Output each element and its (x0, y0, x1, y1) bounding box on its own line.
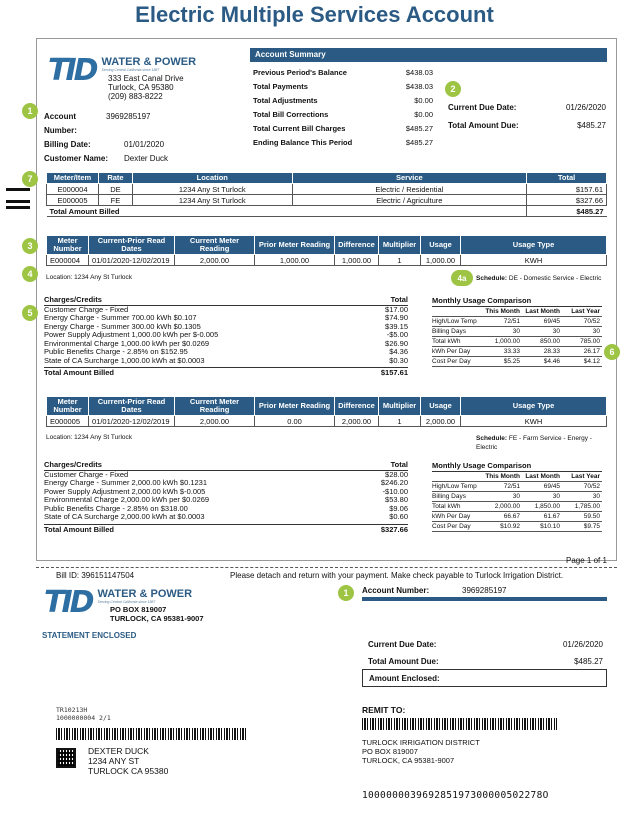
charge-line: Energy Charge - Summer 700.00 kWh $0.107 $74.90 (44, 313, 408, 322)
charges-block: Charges/Credits Total Customer Charge - Fixed $17.00 Energy Charge - Summer 700.00 kWh $0.107 $74.90 Energy Charge - Summer 300.00 kWh $0.1305 $39.15 Power Supply Adjustment 1,000.00 kWh per $-0.005 -$5.00 Environmental Charge 1,000.00 kWh per $0.0269 $26.90 Public Benefits Charge - 2.85% on $152.95 $4.36 State of CA Surcharge 1,000.00 kWh at $0.0003 $0.30 Total Amount Billed $157.61 (44, 295, 408, 377)
monthly-usage-comparison: Monthly Usage Comparison This Month Last Month Last Year High/Low Temp 72/51 69/45 70/52 Billing Days 30 30 30 Total kWh 1,000.00 850.00 785.00 kWh Per Day 33.33 28.33 26.17 Cost Per Day $5.25 $4.46 $4.12 (432, 296, 600, 365)
charge-line: Power Supply Adjustment 1,000.00 kWh per $-0.005 -$5.00 (44, 330, 408, 339)
col-header: Meter/Item (47, 173, 99, 184)
remit-address: TURLOCK IRRIGATION DISTRICT PO BOX 819007 TURLOCK, CA 95381-9007 (362, 738, 480, 765)
company-addr1: 333 East Canal Drive (108, 74, 184, 83)
callout-badge: 5 (22, 305, 38, 321)
bill-id: Bill ID: 396151147504 (56, 571, 135, 580)
charge-line: Customer Charge - Fixed $28.00 (44, 469, 408, 479)
summary-line: Total Current Bill Charges $485.27 (253, 124, 433, 133)
usage-row: kWh Per Day 33.33 28.33 26.17 (432, 348, 600, 355)
detach-line (36, 567, 617, 568)
due-date-row: Current Due Date: 01/26/2020 (448, 103, 606, 112)
charge-line: Energy Charge - Summer 300.00 kWh $0.1305 $39.15 (44, 321, 408, 331)
remit-barcode (362, 718, 557, 730)
col-header: Location (132, 173, 292, 184)
usage-row: High/Low Temp 72/51 69/45 70/52 (432, 318, 600, 325)
charge-line: Energy Charge - Summer 2,000.00 kWh $0.1231 $246.20 (44, 478, 408, 487)
col-header: Rate (98, 173, 132, 184)
usage-row: Total kWh 1,000.00 850.00 785.00 (432, 338, 600, 345)
logo-mark: TID (44, 585, 92, 620)
callout-badge: 1 (22, 103, 38, 119)
summary-line: Total Bill Corrections $0.00 (253, 110, 433, 119)
service-location: Location: 1234 Any St Turlock (46, 434, 132, 441)
charges-total: Total Amount Billed $327.66 (44, 524, 408, 534)
service-location: Location: 1234 Any St Turlock (46, 274, 132, 281)
company-name: WATER & POWER (97, 588, 193, 600)
charge-line: Environmental Charge 1,000.00 kWh per $0.0269 $26.90 (44, 338, 408, 348)
company-tagline: Serving Central California since 1887 (101, 68, 160, 72)
col-header: Total (527, 173, 607, 184)
usage-row: Cost Per Day $10.92 $10.10 $9.75 (432, 523, 600, 530)
table-row: E000005 FE 1234 Any St Turlock Electric / Agriculture $327.66 (47, 195, 607, 206)
detach-instructions: Please detach and return with your payment. Make check payable to Turlock Irrigation District. (230, 571, 564, 580)
company-tagline: Serving Central California since 1887 (97, 600, 156, 604)
callout-badge: 4 (22, 266, 38, 282)
charge-line: Environmental Charge 2,000.00 kWh per $0.0269 $53.80 (44, 495, 408, 504)
usage-row: Cost Per Day $5.25 $4.46 $4.12 (432, 358, 600, 365)
usage-row: High/Low Temp 72/51 69/45 70/52 (432, 483, 600, 490)
meter-items-table (46, 172, 607, 217)
summary-heading: Account Summary (250, 48, 607, 62)
billing-date: 01/01/2020 (124, 140, 165, 149)
charge-line: Public Benefits Charge - 2.85% on $318.00 $9.06 (44, 503, 408, 513)
marker-bar (6, 188, 30, 191)
amount-enclosed-field[interactable]: Amount Enclosed: (362, 669, 607, 687)
company-addr2: Turlock, CA 95380 (108, 83, 174, 92)
callout-badge: 1 (338, 585, 354, 601)
table-row: E000005 01/01/2020-12/02/2019 2,000.00 0.00 2,000.00 1 2,000.00 KWH (47, 416, 607, 427)
remit-label: REMIT TO: (362, 705, 406, 715)
table-total-row: Total Amount Billed $485.27 (47, 206, 607, 217)
stub-account-row: Account Number: 3969285197 (362, 586, 607, 601)
company-phone: (209) 883-8222 (108, 92, 163, 101)
col-header: Service (292, 173, 527, 184)
company-name: WATER & POWER (101, 56, 197, 68)
micr-line: 100000003969285197300000502278O (362, 790, 549, 801)
charge-line: Public Benefits Charge - 2.85% on $152.95 $4.36 (44, 347, 408, 356)
amount-due-row: Total Amount Due: $485.27 (448, 121, 606, 130)
service-schedule: Schedule: DE - Domestic Service - Electric (476, 275, 602, 282)
page-title: Electric Multiple Services Account (135, 2, 494, 27)
stub-amount-row: Total Amount Due: $485.27 (368, 657, 603, 666)
account-label: Account Number: (44, 112, 77, 135)
account-number: 3969285197 (106, 112, 151, 121)
charge-line: State of CA Surcharge 1,000.00 kWh at $0.0003 $0.30 (44, 355, 408, 365)
customer-name: Dexter Duck (124, 154, 169, 163)
marker-bar (6, 200, 30, 203)
callout-badge: 2 (445, 81, 461, 97)
stub-po-address: PO BOX 819007 TURLOCK, CA 95381-9007 (110, 605, 204, 623)
stub-due-row: Current Due Date: 01/26/2020 (368, 640, 603, 649)
billing-label: Billing Date: (44, 140, 91, 149)
summary-line: Total Payments $438.03 (253, 82, 433, 91)
table-row: E000004 01/01/2020-12/02/2019 2,000.00 1,000.00 1,000.00 1 1,000.00 KWH (47, 255, 607, 266)
charge-line: Power Supply Adjustment 2,000.00 kWh $-0.005 -$10.00 (44, 486, 408, 496)
tracking-codes: TR10213H 1000000004 2/1 (56, 706, 111, 722)
charges-total: Total Amount Billed $157.61 (44, 368, 408, 377)
callout-badge: 3 (22, 238, 38, 254)
charge-line: Customer Charge - Fixed $17.00 (44, 304, 408, 314)
usage-row: kWh Per Day 66.67 61.67 59.50 (432, 513, 600, 520)
charge-line: State of CA Surcharge 2,000.00 kWh at $0.0003 $0.60 (44, 512, 408, 521)
qr-code (56, 748, 76, 768)
postal-barcode (56, 728, 246, 740)
usage-row: Billing Days 30 30 30 (432, 328, 600, 335)
meter-reading-table: Meter Number Current-Prior Read Dates Current Meter Reading Prior Meter Reading Difference Multiplier Usage Usage Type E000005 01/01/2020-12/02/2019 2,000.00 0.00 2,000.00 1 2,000.00 KWH (46, 396, 607, 427)
usage-row: Total kWh 2,000.00 1,850.00 1,785.00 (432, 503, 600, 510)
customer-info (44, 110, 168, 166)
table-row: E000004 DE 1234 Any St Turlock Electric / Residential $157.61 (47, 184, 607, 195)
charges-block: Charges/Credits Total Customer Charge - Fixed $28.00 Energy Charge - Summer 2,000.00 kWh $0.1231 $246.20 Power Supply Adjustment 2,000.00 kWh $-0.005 -$10.00 Environmental Charge 2,000.00 kWh per $0.0269 $53.80 Public Benefits Charge - 2.85% on $318.00 $9.06 State of CA Surcharge 2,000.00 kWh at $0.0003 $0.60 Total Amount Billed $327.66 (44, 460, 408, 534)
company-address (108, 74, 184, 101)
service-schedule: Schedule: FE - Farm Service - Energy - Electric (476, 435, 592, 451)
statement-enclosed: STATEMENT ENCLOSED (42, 631, 137, 640)
callout-badge: 7 (22, 171, 38, 187)
usage-row: Billing Days 30 30 30 (432, 493, 600, 500)
page-number: Page 1 of 1 (566, 556, 607, 565)
marker-bar (6, 206, 30, 209)
customer-name-label: Customer Name: (44, 154, 109, 163)
customer-mailing-address: DEXTER DUCK 1234 ANY ST TURLOCK CA 95380 (88, 746, 169, 776)
summary-line: Total Adjustments $0.00 (253, 96, 433, 105)
summary-line: Ending Balance This Period $485.27 (253, 138, 433, 147)
monthly-usage-comparison: Monthly Usage Comparison This Month Last Month Last Year High/Low Temp 72/51 69/45 70/52 Billing Days 30 30 30 Total kWh 2,000.00 1,850.00 1,785.00 kWh Per Day 66.67 61.67 59.50 Cost Per Day $10.92 $10.10 $9.75 (432, 461, 600, 530)
account-summary (250, 48, 607, 155)
logo-mark: TID (48, 53, 96, 88)
meter-reading-table: Meter Number Current-Prior Read Dates Current Meter Reading Prior Meter Reading Difference Multiplier Usage Usage Type E000004 01/01/2020-12/02/2019 2,000.00 1,000.00 1,000.00 1 1,000.00 KWH (46, 235, 607, 266)
callout-badge: 6 (604, 344, 620, 360)
callout-badge: 4a (451, 270, 473, 286)
summary-line: Previous Period's Balance $438.03 (253, 68, 433, 77)
